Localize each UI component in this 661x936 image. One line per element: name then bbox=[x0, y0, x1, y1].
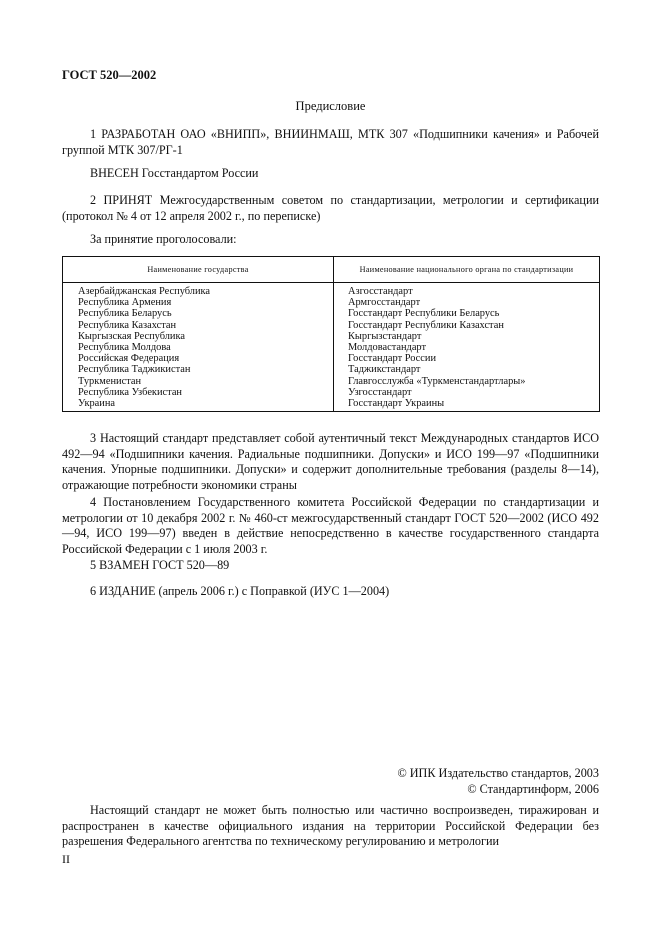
state-name: Республика Таджикистан bbox=[78, 364, 191, 376]
state-name: Украина bbox=[78, 398, 116, 410]
paragraph-text: ВНЕСЕН Госстандартом России bbox=[90, 166, 259, 180]
paragraph-text: Настоящий стандарт не может быть полностью или частично воспроизведен, тиражирован и распространен в качестве официального издания на территории Российской Федерации без разрешения Федерального агентства по техническому регулированию и метрологии bbox=[62, 803, 599, 848]
state-name: Республика Беларусь bbox=[78, 308, 172, 320]
page-title: Предисловие bbox=[295, 99, 366, 113]
paragraph-text: 1 РАЗРАБОТАН ОАО «ВНИПП», ВНИИНМАШ, МТК 307 «Подшипники качения» и Рабочей группой МТК 307/РГ-1 bbox=[62, 127, 599, 157]
paragraph-text: 4 Постановлением Государственного комитета Российской Федерации по стандартизации и метрологии от 10 декабря 2002 г. № 460-ст межгосударственный стандарт ГОСТ 520—2002 (ИСО 492—94, ИСО 199—97) введен в действие непосредственно в качестве государственного стандарта Российской Федерации с 1 июля 2003 г. bbox=[62, 495, 599, 556]
state-name: Азербайджанская Республика bbox=[78, 286, 211, 297]
paragraph-resolution bbox=[62, 495, 599, 557]
voting-members-table bbox=[62, 256, 600, 412]
paragraph-introduced-by bbox=[62, 166, 599, 182]
state-name: Республика Казахстан bbox=[78, 319, 177, 331]
copyright-line: © ИПК Издательство стандартов, 2003 bbox=[397, 766, 599, 780]
standards-body-name: Кыргызстандарт bbox=[348, 330, 422, 342]
standards-body-name: Таджикстандарт bbox=[348, 364, 421, 376]
paragraph-text: За принятие проголосовали: bbox=[90, 232, 237, 246]
column-header-state: Наименование государства bbox=[63, 257, 334, 283]
paragraph-text: 3 Настоящий стандарт представляет собой аутентичный текст Международных стандартов ИСО 492—94 «Подшипники качения. Радиальные подшипники. Допуски» и ИСО 199—97 «Подшипники качения. Упорные подшипники. Допуски» и содержит дополнительные требования (разделы 8—14), отражающие потребности экономики страны bbox=[62, 431, 599, 492]
paragraph-edition bbox=[62, 584, 599, 600]
paragraph-developed-by bbox=[62, 127, 599, 158]
standards-body-name: Госстандарт Украины bbox=[348, 398, 445, 410]
table-row bbox=[63, 283, 600, 412]
standards-body-name: Армгосстандарт bbox=[348, 297, 421, 309]
standards-body-name: Госстандарт Республики Беларусь bbox=[348, 308, 500, 320]
state-name: Республика Армения bbox=[78, 297, 172, 309]
states-cell bbox=[63, 283, 334, 412]
standards-body-name: Узгосстандарт bbox=[348, 386, 412, 398]
paragraph-text: 6 ИЗДАНИЕ (апрель 2006 г.) с Поправкой (ИУС 1—2004) bbox=[90, 584, 390, 598]
state-name: Туркменистан bbox=[78, 375, 142, 387]
paragraph-text: 5 ВЗАМЕН ГОСТ 520—89 bbox=[90, 558, 230, 572]
paragraph-voted-for bbox=[62, 232, 599, 248]
state-name: Республика Узбекистан bbox=[78, 386, 182, 398]
state-name: Российская Федерация bbox=[78, 353, 180, 365]
document-code: ГОСТ 520—2002 bbox=[62, 68, 157, 82]
standards-body-name: Госстандарт России bbox=[348, 353, 437, 365]
column-header-standards-body: Наименование национального органа по стандартизации bbox=[334, 257, 600, 283]
paragraph-text: 2 ПРИНЯТ Межгосударственным советом по стандартизации, метрологии и сертификации (протокол № 4 от 12 апреля 2002 г., по переписке) bbox=[62, 193, 599, 223]
table-header-row bbox=[63, 257, 600, 283]
standards-bodies-cell bbox=[334, 283, 600, 412]
copyright-line: © Стандартинформ, 2006 bbox=[467, 781, 599, 796]
standards-body-name: Молдовастандарт bbox=[348, 342, 427, 354]
paragraph-reproduction-notice bbox=[62, 803, 599, 850]
paragraph-adopted-by bbox=[62, 193, 599, 224]
standards-body-name: Главгосслужба «Туркменстандартлары» bbox=[348, 375, 526, 387]
copyright-block bbox=[397, 766, 599, 797]
standards-body-name: Азгосстандарт bbox=[348, 286, 413, 297]
page-number: II bbox=[62, 852, 70, 866]
state-name: Республика Молдова bbox=[78, 342, 171, 354]
paragraph-authentic-text bbox=[62, 431, 599, 493]
state-name: Кыргызская Республика bbox=[78, 330, 185, 342]
paragraph-replaces bbox=[62, 558, 599, 574]
standards-body-name: Госстандарт Республики Казахстан bbox=[348, 319, 504, 331]
